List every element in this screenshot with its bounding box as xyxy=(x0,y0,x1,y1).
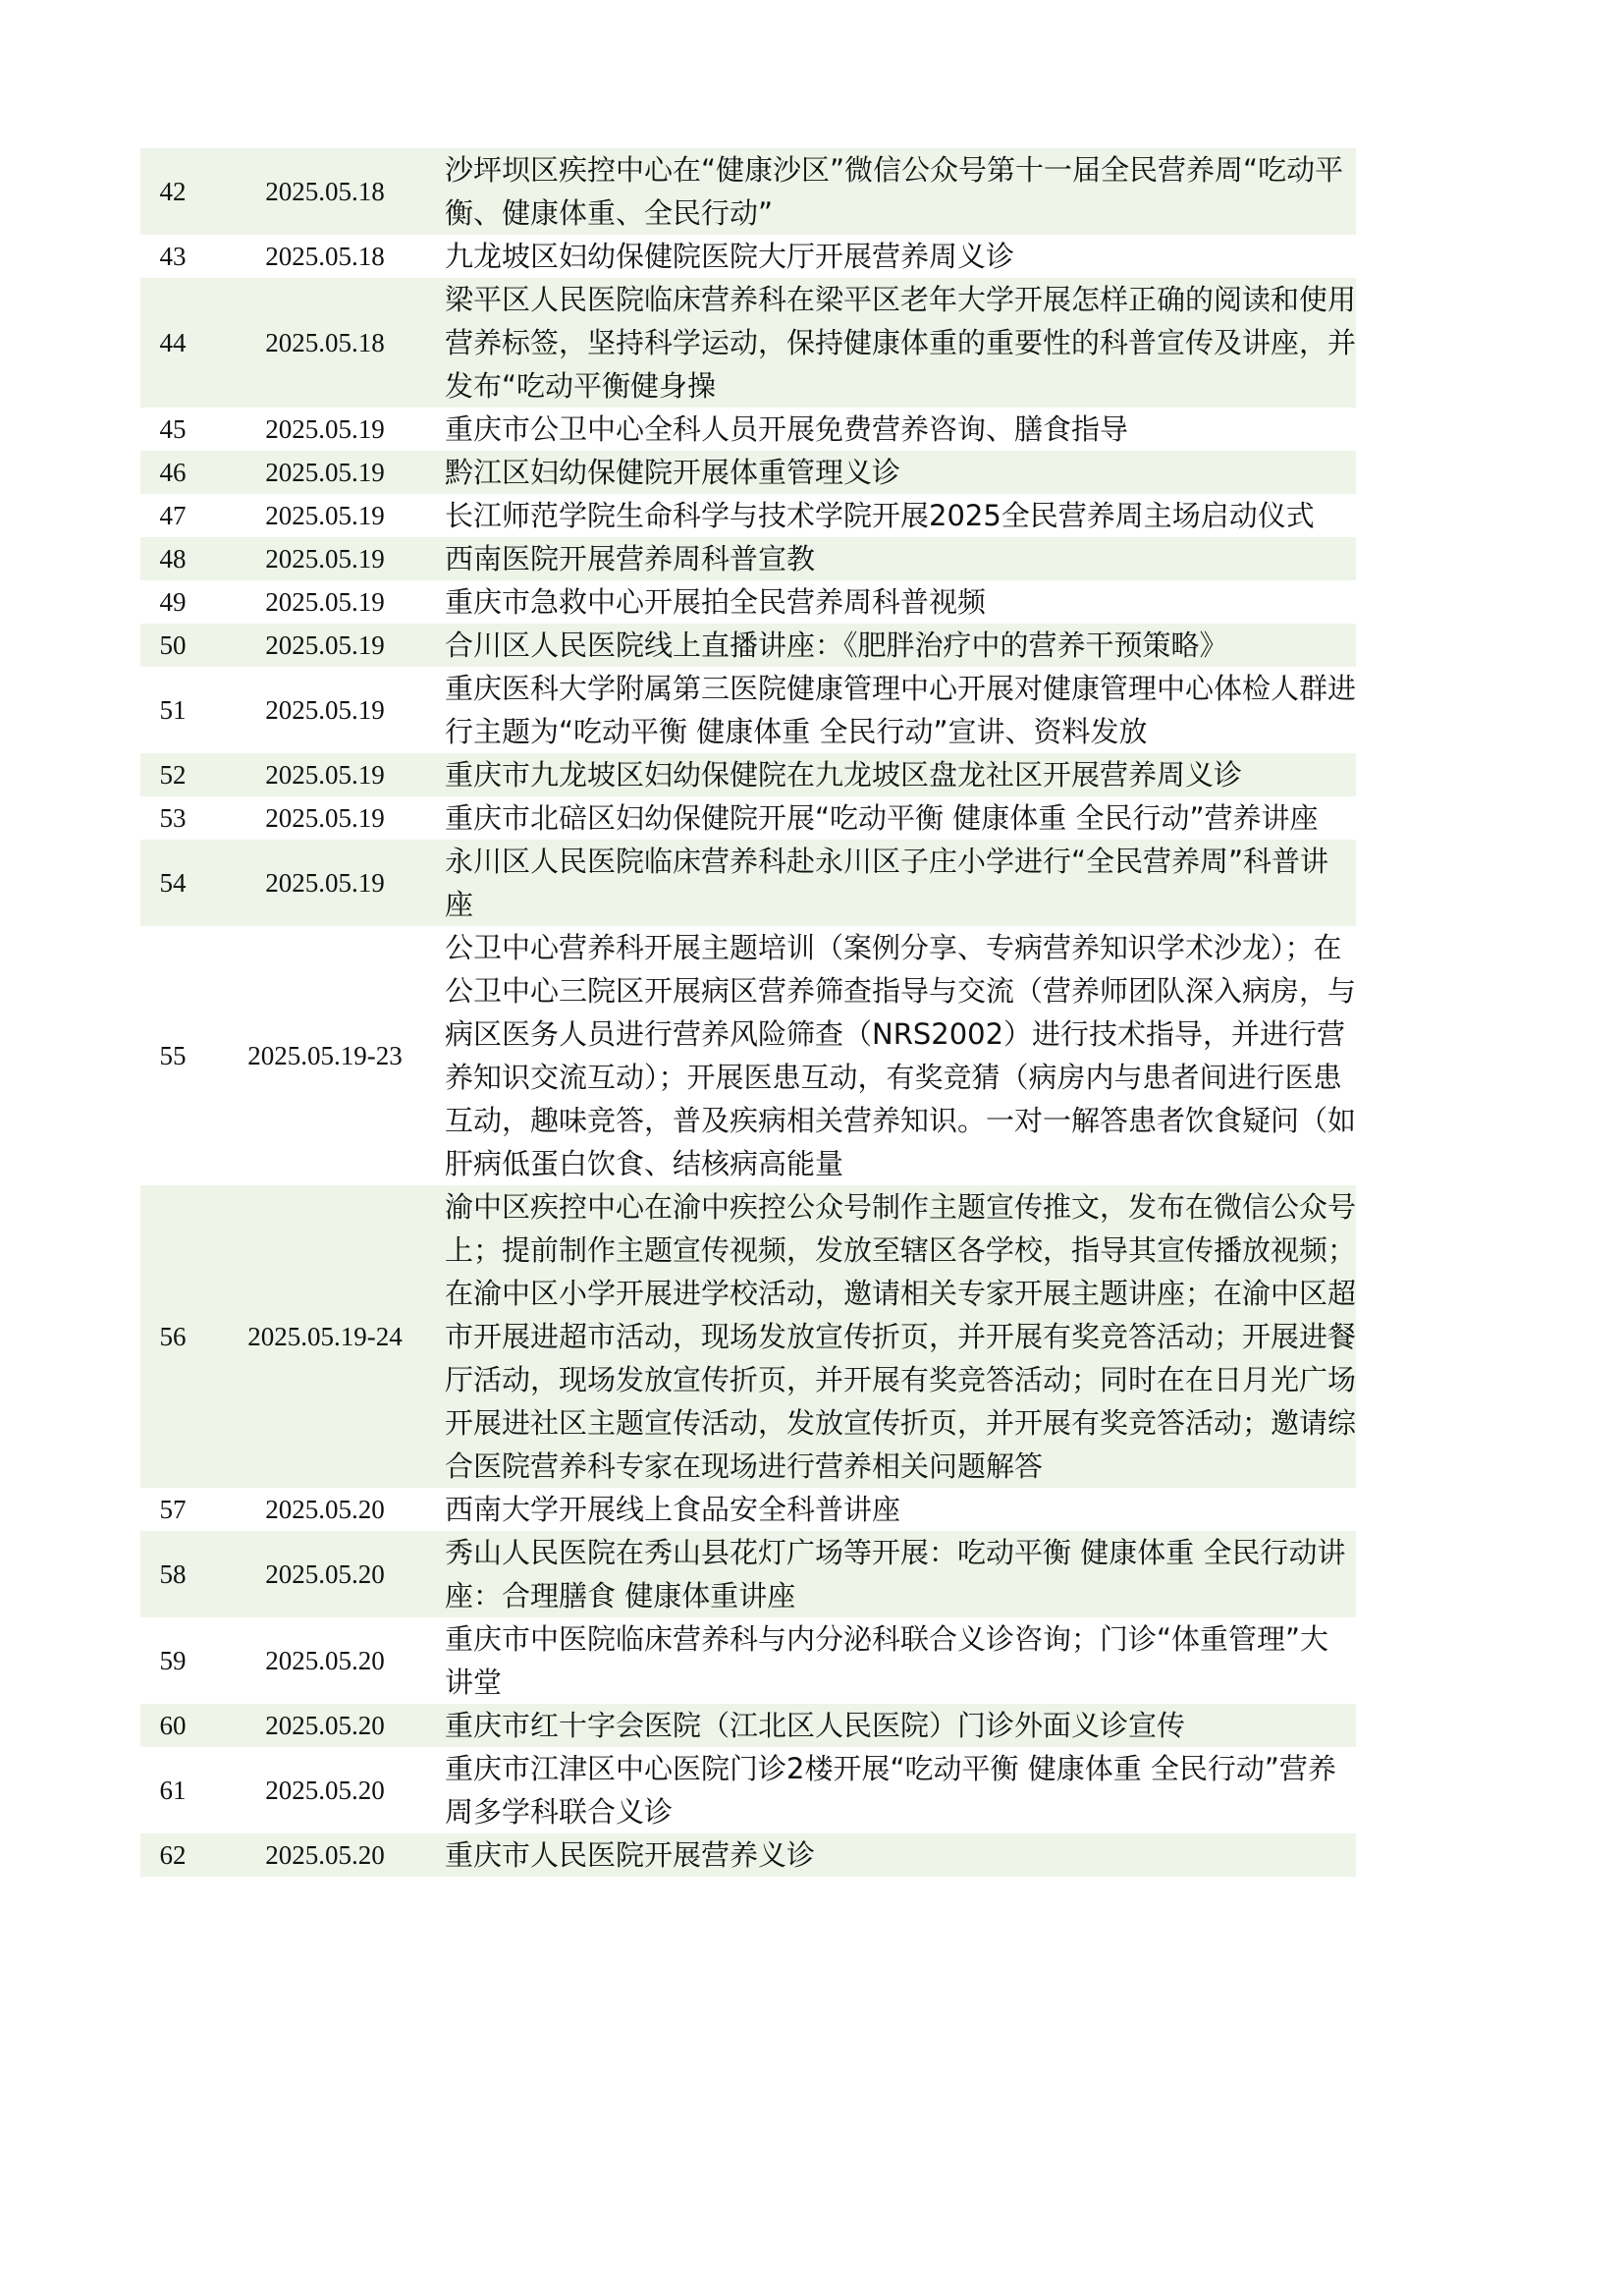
row-description: 重庆医科大学附属第三医院健康管理中心开展对健康管理中心体检人群进行主题为“吃动平衡 健康体重 全民行动”宣讲、资料发放 xyxy=(445,672,1357,748)
row-date: 2025.05.18 xyxy=(205,148,445,235)
row-description xyxy=(445,1185,1356,1488)
row-date: 2025.05.19 xyxy=(265,413,385,444)
row-description xyxy=(445,926,1356,1185)
row-description: 重庆市九龙坡区妇幼保健院在九龙坡区盘龙社区开展营养周义诊 xyxy=(445,753,1356,796)
activity-table xyxy=(140,148,1356,1877)
row-number: 58 xyxy=(140,1531,205,1617)
row-number: 46 xyxy=(140,451,205,494)
row-description: 重庆市公卫中心全科人员开展免费营养咨询、膳食指导 xyxy=(445,412,1129,446)
row-date: 2025.05.19-24 xyxy=(205,1185,445,1488)
row-number: 48 xyxy=(140,537,205,580)
table-row xyxy=(140,1704,1356,1747)
row-date: 2025.05.20 xyxy=(265,1645,385,1675)
row-number: 51 xyxy=(159,694,187,725)
row-date: 2025.05.19-23 xyxy=(247,1040,403,1070)
row-number: 54 xyxy=(140,840,205,926)
table-row xyxy=(140,537,1356,580)
table-row xyxy=(140,1488,1356,1531)
row-date: 2025.05.20 xyxy=(205,1704,445,1747)
table-row xyxy=(140,494,1356,537)
table-row xyxy=(140,235,1356,278)
table-row xyxy=(140,278,1356,408)
table-row xyxy=(140,667,1356,753)
row-number: 49 xyxy=(159,586,187,617)
row-number: 45 xyxy=(159,413,187,444)
row-number: 55 xyxy=(159,1040,187,1070)
row-description-text: 渝中区疾控中心在渝中疾控公众号制作主题宣传推文，发布在微信公众号上；提前制作主题宣传视频，发放至辖区各学校，指导其宣传播放视频；在渝中区小学开展进学校活动，邀请相关专家开展主题讲座；在渝中区超市开展进超市活动，现场发放宣传折页，并开展有奖竞答活动；开展进餐厅活动，现场发放宣传折页，并开展有奖竞答活动；同时在在日月光广场开展进社区主题宣传活动，发放宣传折页，并开展有奖竞答活动；邀请综合医院营养科专家在现场进行营养相关问题解答 xyxy=(445,1190,1356,1483)
row-date: 2025.05.19 xyxy=(205,840,445,926)
row-date: 2025.05.19 xyxy=(205,753,445,796)
row-date: 2025.05.19 xyxy=(265,586,385,617)
row-number: 62 xyxy=(140,1833,205,1877)
activity-table-body xyxy=(140,148,1356,1877)
row-description: 九龙坡区妇幼保健院医院大厅开展营养周义诊 xyxy=(445,240,1015,273)
row-description: 重庆市中医院临床营养科与内分泌科联合义诊咨询；门诊“体重管理”大讲堂 xyxy=(445,1622,1329,1699)
row-number: 60 xyxy=(140,1704,205,1747)
table-row xyxy=(140,1531,1356,1617)
table-row xyxy=(140,451,1356,494)
row-date: 2025.05.19 xyxy=(265,802,385,833)
row-description: 重庆市人民医院开展营养义诊 xyxy=(445,1833,1356,1877)
row-date: 2025.05.19 xyxy=(265,500,385,530)
table-row xyxy=(140,408,1356,451)
table-row xyxy=(140,926,1356,1185)
row-number: 44 xyxy=(140,278,205,408)
row-number: 42 xyxy=(140,148,205,235)
row-description: 重庆市江津区中心医院门诊2楼开展“吃动平衡 健康体重 全民行动”营养周多学科联合义诊 xyxy=(445,1752,1336,1829)
row-number: 43 xyxy=(159,241,187,271)
table-row xyxy=(140,1833,1356,1877)
row-date: 2025.05.20 xyxy=(205,1833,445,1877)
row-date: 2025.05.18 xyxy=(265,241,385,271)
table-row xyxy=(140,796,1356,840)
row-number: 56 xyxy=(140,1185,205,1488)
row-date: 2025.05.20 xyxy=(265,1494,385,1524)
table-row xyxy=(140,1185,1356,1488)
table-row xyxy=(140,753,1356,796)
row-date: 2025.05.19 xyxy=(265,694,385,725)
row-description: 西南大学开展线上食品安全科普讲座 xyxy=(445,1493,901,1526)
row-date: 2025.05.19 xyxy=(205,624,445,667)
row-description: 合川区人民医院线上直播讲座：《肥胖治疗中的营养干预策略》 xyxy=(445,624,1356,667)
row-date: 2025.05.20 xyxy=(265,1775,385,1805)
row-number: 53 xyxy=(159,802,187,833)
row-description: 西南医院开展营养周科普宣教 xyxy=(445,537,1356,580)
row-number: 57 xyxy=(159,1494,187,1524)
row-description-text: 公卫中心营养科开展主题培训（案例分享、专病营养知识学术沙龙）；在公卫中心三院区开展病区营养筛查指导与交流（营养师团队深入病房，与病区医务人员进行营养风险筛查（NRS2002）进行技术指导，并进行营养知识交流互动）；开展医患互动，有奖竞猜（病房内与患者间进行医患互动，趣味竞答，普及疾病相关营养知识。一对一解答患者饮食疑问（如肝病低蛋白饮食、结核病高能量 xyxy=(445,931,1356,1180)
table-row xyxy=(140,580,1356,624)
table-row xyxy=(140,624,1356,667)
row-description: 秀山人民医院在秀山县花灯广场等开展：吃动平衡 健康体重 全民行动讲座：合理膳食 健康体重讲座 xyxy=(445,1531,1356,1617)
row-description: 沙坪坝区疾控中心在“健康沙区”微信公众号第十一届全民营养周“吃动平衡、健康体重、全民行动” xyxy=(445,148,1356,235)
row-date: 2025.05.20 xyxy=(205,1531,445,1617)
table-row xyxy=(140,1747,1356,1833)
row-description: 长江师范学院生命科学与技术学院开展2025全民营养周主场启动仪式 xyxy=(445,499,1315,532)
row-number: 50 xyxy=(140,624,205,667)
row-number: 47 xyxy=(159,500,187,530)
table-row xyxy=(140,148,1356,235)
table-row xyxy=(140,840,1356,926)
table-row xyxy=(140,1617,1356,1704)
row-date: 2025.05.19 xyxy=(205,451,445,494)
row-description: 永川区人民医院临床营养科赴永川区子庄小学进行“全民营养周”科普讲座 xyxy=(445,840,1356,926)
row-number: 61 xyxy=(159,1775,187,1805)
row-description: 黔江区妇幼保健院开展体重管理义诊 xyxy=(445,451,1356,494)
row-date: 2025.05.18 xyxy=(205,278,445,408)
row-description: 重庆市红十字会医院（江北区人民医院）门诊外面义诊宣传 xyxy=(445,1704,1356,1747)
row-date: 2025.05.19 xyxy=(205,537,445,580)
row-number: 52 xyxy=(140,753,205,796)
row-description: 重庆市急救中心开展拍全民营养周科普视频 xyxy=(445,585,987,619)
row-description: 梁平区人民医院临床营养科在梁平区老年大学开展怎样正确的阅读和使用营养标签，坚持科学运动，保持健康体重的重要性的科普宣传及讲座，并发布“吃动平衡健身操 xyxy=(445,278,1356,408)
row-number: 59 xyxy=(159,1645,187,1675)
row-description: 重庆市北碚区妇幼保健院开展“吃动平衡 健康体重 全民行动”营养讲座 xyxy=(445,801,1319,835)
